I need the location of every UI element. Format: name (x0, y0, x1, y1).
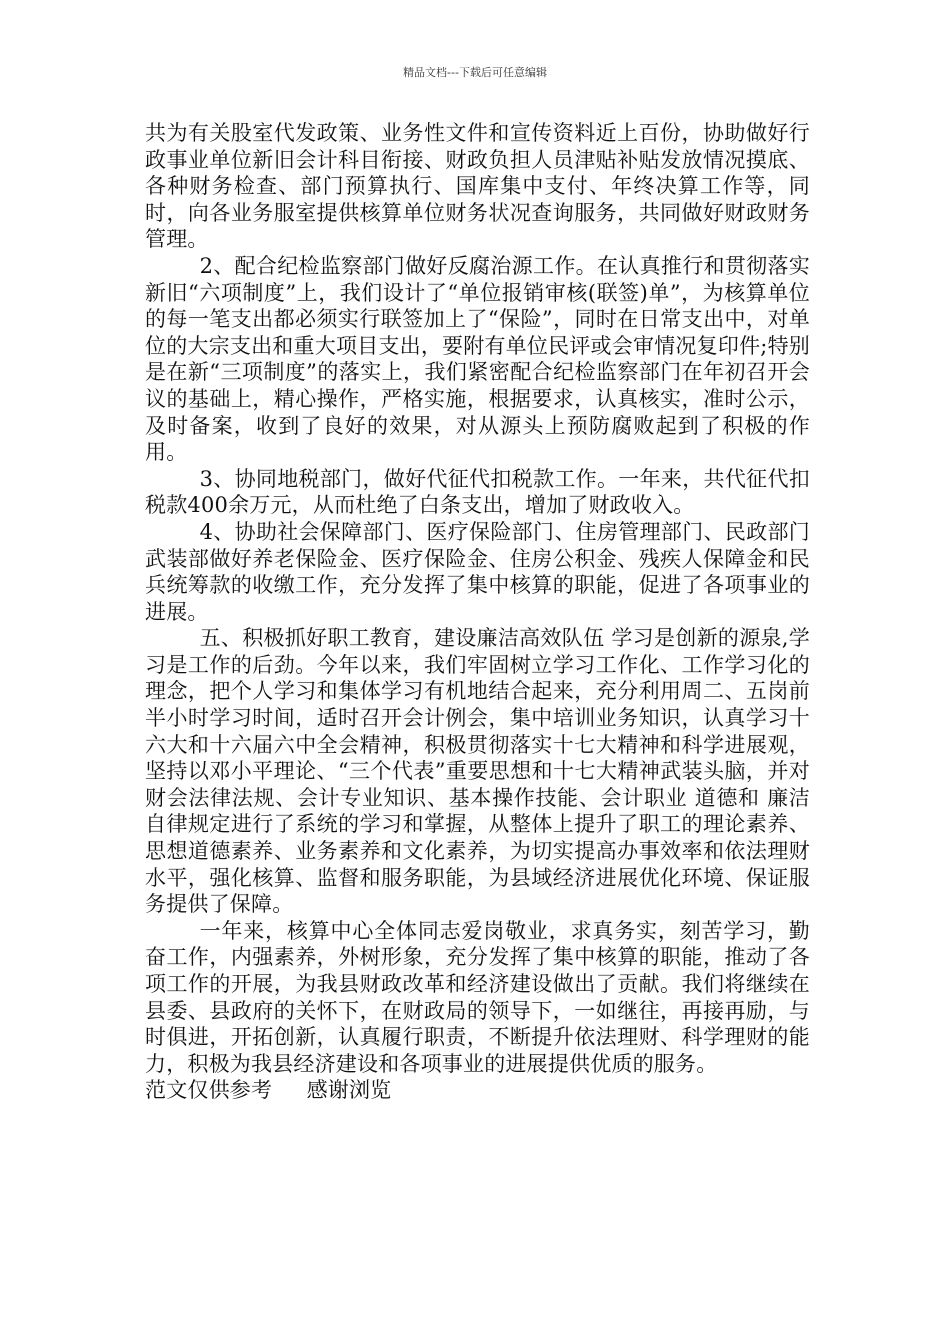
paragraph-section-5: 五、积极抓好职工教育，建设廉洁高效队伍 学习是创新的源泉,学习是工作的后劲。今年以来，我们牢固树立学习工作化、工作学习化的理念，把个人学习和集体学习有机地结合起来，充分利用周二、五岗前半小时学习时间，适时召开会计例会，集中培训业务知识，认真学习十六大和十六届六中全会精神，积极贯彻落实十七大精神和科学进展观，坚持以邓小平理论、“三个代表”重要思想和十七大精神武装头脑，并对财会法律法规、会计专业知识、基本操作技能、会计职业 道德和 廉洁自律规定进行了系统的学习和掌握，从整体上提升了职工的理论素养、思想道德素养、业务素养和文化素养，为切实提高办事效率和依法理财水平，强化核算、监督和服务职能，为县域经济进展优化环境、保证服务提供了保障。 (145, 626, 810, 917)
paragraph-item-3: 3、协同地税部门，做好代征代扣税款工作。一年来，共代征代扣税款400余万元，从而杜绝了白条支出，增加了财政收入。 (145, 466, 810, 518)
closing-note: 范文仅供参考 感谢浏览 (145, 1078, 392, 1103)
document-body (145, 120, 810, 1104)
page-header: 精品文档---下载后可任意编辑 (403, 66, 547, 79)
paragraph-summary: 一年来，核算中心全体同志爱岗敬业，求真务实，刻苦学习，勤奋工作，内强素养，外树形象，充分发挥了集中核算的职能，推动了各项工作的开展，为我县财政改革和经济建设做出了贡献。我们将继续在县委、县政府的关怀下，在财政局的领导下，一如继往，再接再励，与时俱进，开拓创新，认真履行职责，不断提升依法理财、科学理财的能力，积极为我县经济建设和各项事业的进展提供优质的服务。 (145, 918, 810, 1076)
paragraph-item-4: 4、协助社会保障部门、医疗保险部门、住房管理部门、民政部门武装部做好养老保险金、医疗保险金、住房公积金、残疾人保障金和民兵统筹款的收缴工作，充分发挥了集中核算的职能，促进了各项事业的进展。 (145, 519, 810, 624)
paragraph-continuation: 共为有关股室代发政策、业务性文件和宣传资料近上百份，协助做好行政事业单位新旧会计科目衔接、财政负担人员津贴补贴发放情况摸底、各种财务检查、部门预算执行、国库集中支付、年终决算工作等，同时，向各业务服室提供核算单位财务状况查询服务，共同做好财政财务管理。 (145, 121, 810, 252)
paragraph-item-2: 2、配合纪检监察部门做好反腐治源工作。在认真推行和贯彻落实新旧“六项制度”上，我们设计了“单位报销审核(联签)单”，为核算单位的每一笔支出都必须实行联签加上了“保险”，同时在日常支出中，对单位的大宗支出和重大项目支出，要附有单位民评或会审情况复印件;特别是在新“三项制度”的落实上，我们紧密配合纪检监察部门在年初召开会议的基础上，精心操作，严格实施，根据要求，认真核实，准时公示，及时备案，收到了良好的效果，对从源头上预防腐败起到了积极的作用。 (145, 253, 810, 465)
